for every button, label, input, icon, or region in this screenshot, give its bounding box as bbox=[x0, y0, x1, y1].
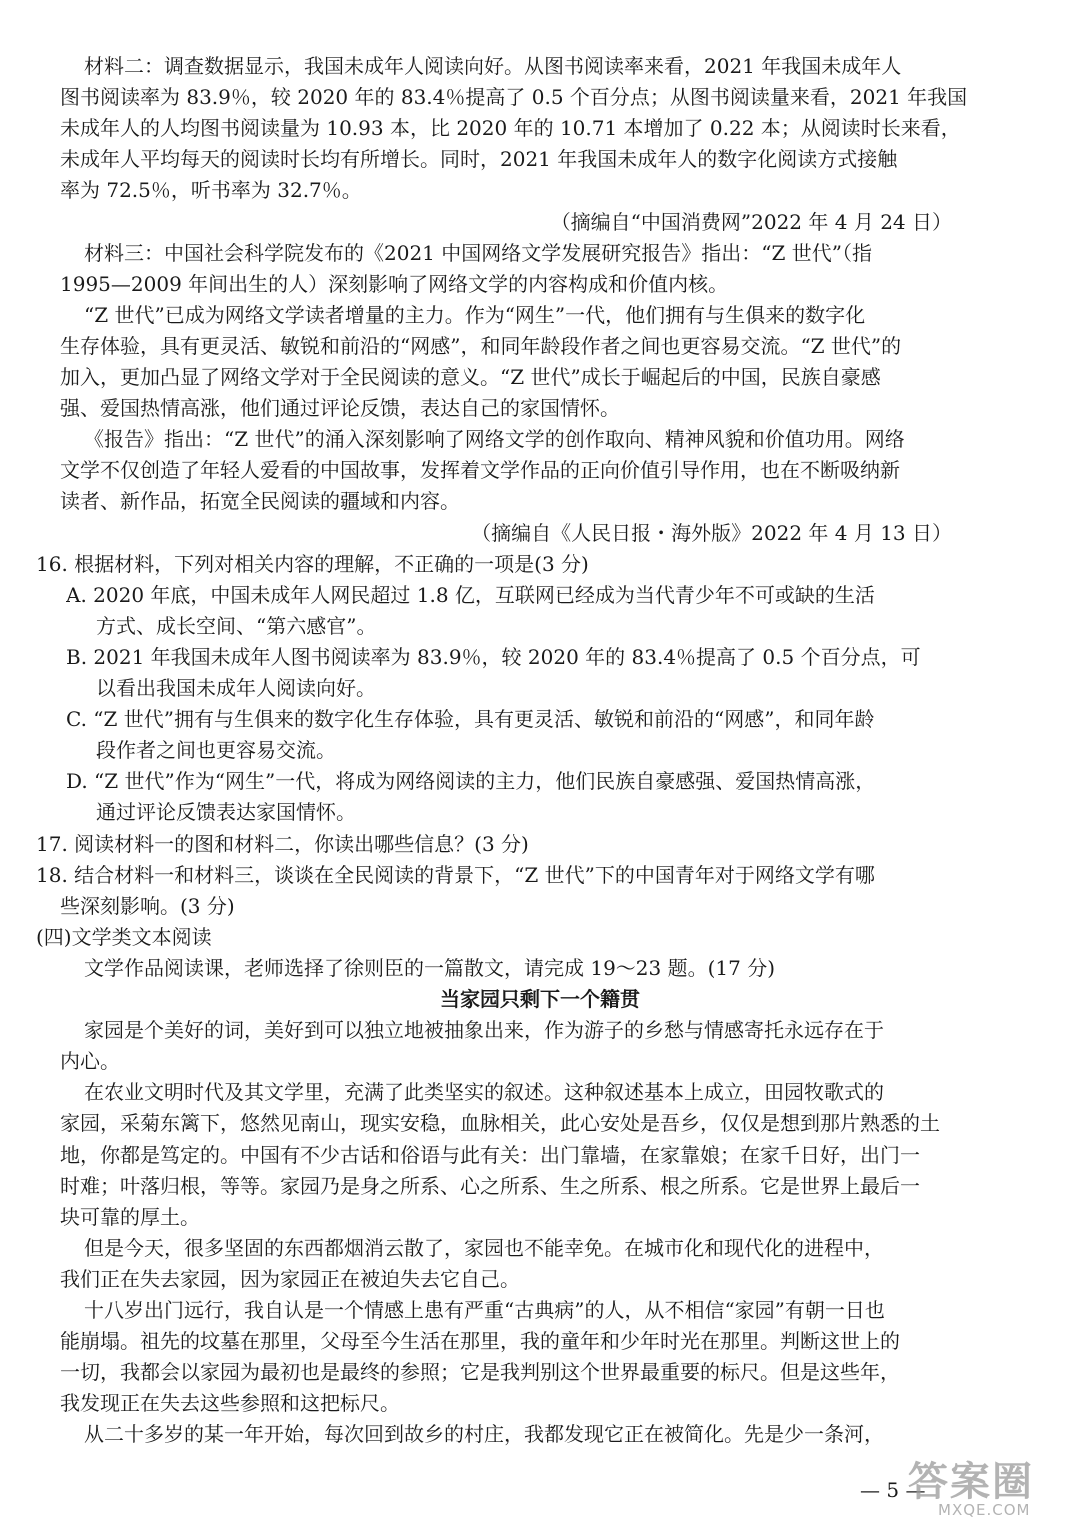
text-line: 一切，我都会以家园为最初也是最终的参照；它是我判别这个世界最重要的标尺。但是这些年， bbox=[60, 1360, 900, 1385]
text-line: 读者、新作品，拓宽全民阅读的疆域和内容。 bbox=[60, 489, 460, 514]
text-line: 从二十多岁的某一年开始，每次回到故乡的村庄，我都发现它正在被简化。先是少一条河， bbox=[84, 1422, 884, 1447]
watermark-logo bbox=[908, 1459, 1068, 1520]
text-line: D. “Z 世代”作为“网生”一代，将成为网络阅读的主力，他们民族自豪感强、爱国热情高涨， bbox=[66, 769, 876, 794]
text-line: 十八岁出门远行，我自认是一个情感上患有严重“古典病”的人，从不相信“家园”有朝一日也 bbox=[84, 1298, 885, 1322]
text-line: 图书阅读率为 83.9％，较 2020 年的 83.4％提高了 0.5 个百分点；从图书阅读量来看，2021 年我国 bbox=[60, 85, 968, 110]
text-line: C. “Z 世代”拥有与生俱来的数字化生存体验，具有更灵活、敏锐和前沿的“网感”，和同年龄 bbox=[66, 707, 875, 732]
text-line: 17. 阅读材料一的图和材料二，你读出哪些信息？(3 分) bbox=[36, 831, 529, 856]
text-line: (四)文学类文本阅读 bbox=[36, 924, 212, 949]
text-line: 内心。 bbox=[60, 1049, 120, 1074]
watermark-site: MXQE.COM bbox=[938, 1501, 1031, 1519]
text-line: 未成年人平均每天的阅读时长均有所增长。同时，2021 年我国未成年人的数字化阅读方式接触 bbox=[60, 147, 898, 172]
text-line: 通过评论反馈表达家国情怀。 bbox=[96, 800, 356, 825]
text-line: 些深刻影响。(3 分) bbox=[60, 893, 235, 918]
text-line: 率为 72.5％，听书率为 32.7％。 bbox=[60, 178, 362, 203]
text-line: 块可靠的厚土。 bbox=[60, 1204, 200, 1229]
text-line: 在农业文明时代及其文学里，充满了此类坚实的叙述。这种叙述基本上成立，田园牧歌式的 bbox=[84, 1080, 884, 1105]
text-line: 1995—2009 年间出生的人）深刻影响了网络文学的内容构成和价值内核。 bbox=[60, 271, 729, 296]
text-line: “Z 世代”已成为网络文学读者增量的主力。作为“网生”一代，他们拥有与生俱来的数字化 bbox=[84, 302, 866, 327]
watermark-title: 答案圈 bbox=[908, 1459, 1034, 1505]
text-line: 文学作品阅读课，老师选择了徐则臣的一篇散文，请完成 19～23 题。(17 分) bbox=[84, 955, 776, 980]
page-number: — 5 — bbox=[860, 1478, 926, 1502]
text-line: 以看出我国未成年人阅读向好。 bbox=[96, 676, 376, 700]
text-line: B. 2021 年我国未成年人图书阅读率为 83.9％，较 2020 年的 83.4％提高了 0.5 个百分点，可 bbox=[66, 644, 921, 669]
text-line: 家园是个美好的词，美好到可以独立地被抽象出来，作为游子的乡愁与情感寄托永远存在于 bbox=[84, 1018, 884, 1043]
text-line: 强、爱国热情高涨，他们通过评论反馈，表达自己的家国情怀。 bbox=[60, 396, 620, 421]
text-line: 但是今天，很多坚固的东西都烟消云散了，家园也不能幸免。在城市化和现代化的进程中， bbox=[84, 1235, 884, 1260]
section-title: 当家园只剩下一个籍贯 bbox=[440, 987, 640, 1011]
text-line: 未成年人的人均图书阅读量为 10.93 本，比 2020 年的 10.71 本增加了 0.22 本；从阅读时长来看， bbox=[60, 116, 961, 141]
text-line: 材料三：中国社会科学院发布的《2021 中国网络文学发展研究报告》指出：“Z 世代”（指 bbox=[84, 240, 872, 265]
text-line: 《报告》指出：“Z 世代”的涌入深刻影响了网络文学的创作取向、精神风貌和价值功用。网络 bbox=[84, 427, 905, 452]
text-line: 时难；叶落归根，等等。家园乃是身之所系、心之所系、生之所系、根之所系。它是世界上最后一 bbox=[60, 1173, 920, 1198]
text-line: 家园，采菊东篱下，悠然见南山，现实安稳，血脉相关，此心安处是吾乡，仅仅是想到那片熟悉的土 bbox=[60, 1111, 940, 1136]
text-line: 材料二：调查数据显示，我国未成年人阅读向好。从图书阅读率来看，2021 年我国未成年人 bbox=[84, 54, 902, 78]
text-line: 能崩塌。祖先的坟墓在那里，父母至今生活在那里，我的童年和少年时光在那里。判断这世上的 bbox=[60, 1329, 900, 1354]
text-line: A. 2020 年底，中国未成年人网民超过 1.8 亿，互联网已经成为当代青少年不可或缺的生活 bbox=[66, 582, 875, 607]
text-line: 方式、成长空间、“第六感官”。 bbox=[96, 613, 377, 638]
text-line: 地，你都是笃定的。中国有不少古话和俗语与此有关：出门靠墙，在家靠娘；在家千日好，出门一 bbox=[60, 1142, 920, 1167]
text-line: 我发现正在失去这些参照和这把标尺。 bbox=[60, 1391, 400, 1416]
text-line: 段作者之间也更容易交流。 bbox=[96, 738, 336, 763]
text-line: 生存体验，具有更灵活、敏锐和前沿的“网感”，和同年龄段作者之间也更容易交流。“Z 世代”的 bbox=[60, 333, 902, 358]
source-citation: （摘编自“中国消费网”2022 年 4 月 24 日） bbox=[550, 209, 952, 234]
text-line: 我们正在失去家园，因为家园正在被迫失去它自己。 bbox=[60, 1266, 520, 1291]
text-line: 16. 根据材料，下列对相关内容的理解，不正确的一项是(3 分) bbox=[36, 551, 589, 576]
text-line: 文学不仅创造了年轻人爱看的中国故事，发挥着文学作品的正向价值引导作用，也在不断吸纳新 bbox=[60, 458, 900, 483]
text-line: 18. 结合材料一和材料三，谈谈在全民阅读的背景下，“Z 世代”下的中国青年对于网络文学有哪 bbox=[36, 862, 875, 887]
text-line: 加入，更加凸显了网络文学对于全民阅读的意义。“Z 世代”成长于崛起后的中国，民族自豪感 bbox=[60, 365, 881, 389]
source-citation: （摘编自《人民日报・海外版》2022 年 4 月 13 日） bbox=[471, 520, 952, 545]
